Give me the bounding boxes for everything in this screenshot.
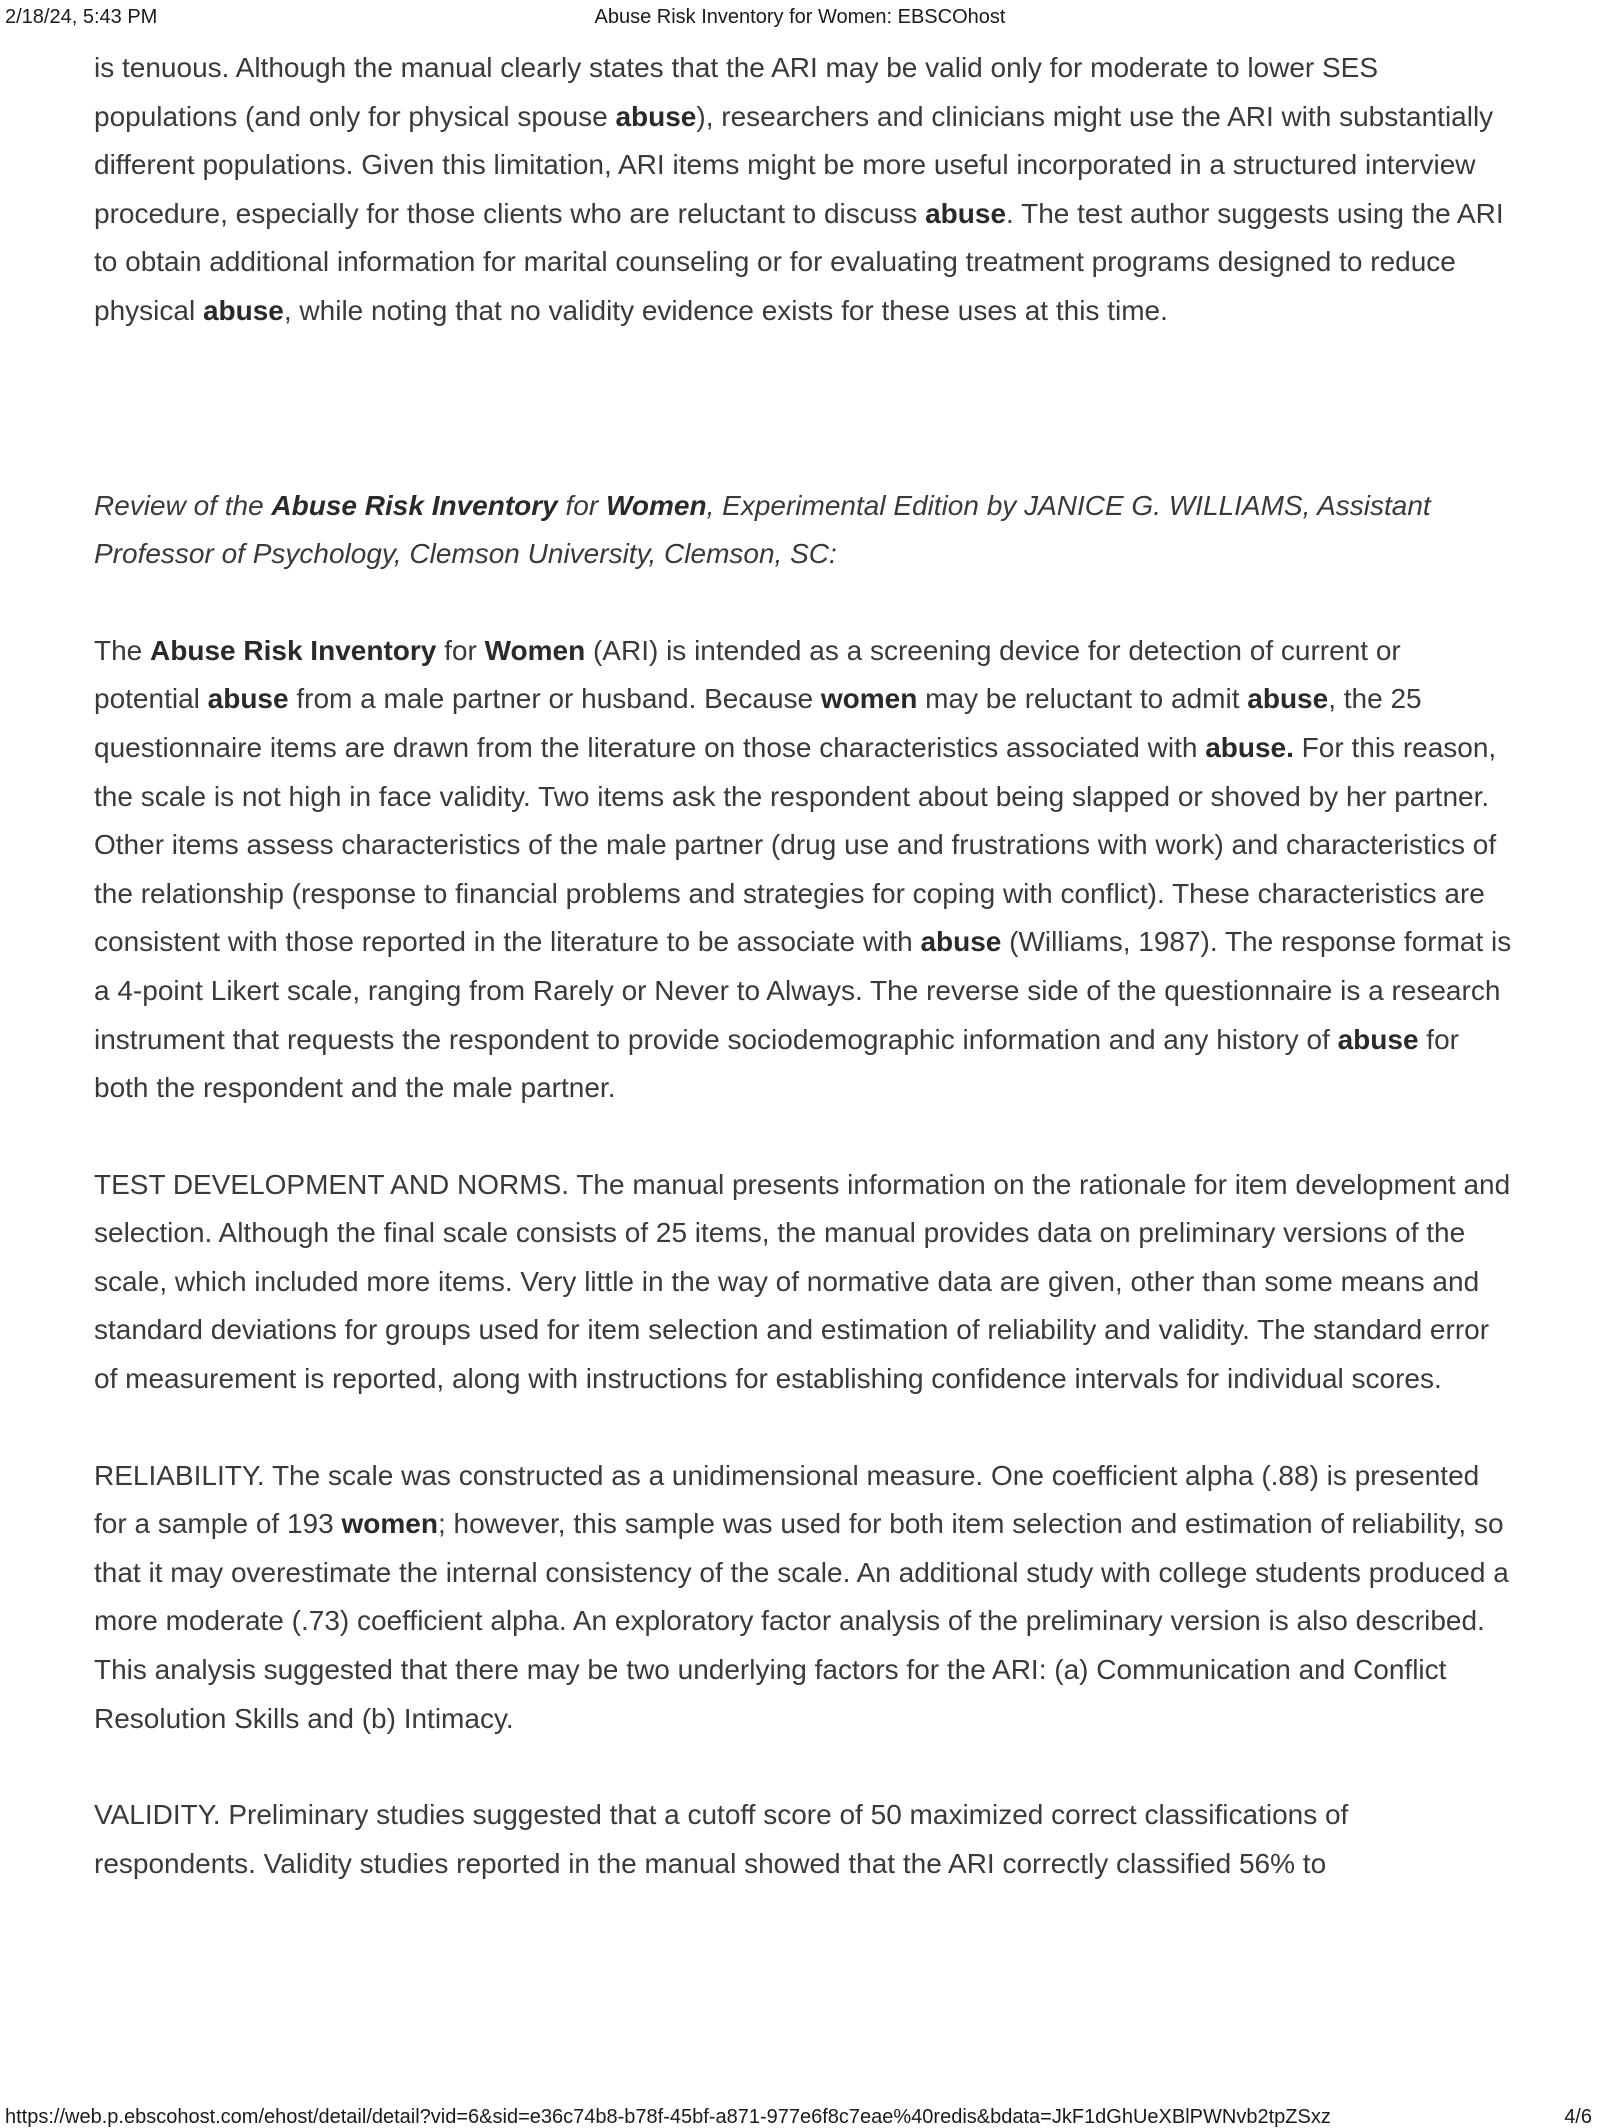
text-run: , Experimental Edition by JANICE G. WILLIAMS, Assistant Professor of Psychology, Clemson University, Clemson, SC: — [94, 489, 1431, 570]
highlighted-term: abuse — [1247, 683, 1329, 715]
highlighted-term: Abuse Risk Inventory — [150, 634, 437, 666]
highlighted-term: abuse — [925, 197, 1007, 229]
text-run: (Williams, 1987). The response format is a 4-point Likert scale, ranging from Rarely or Never to Always. The reverse side of the questionnaire is a research instrument that requests the respondent to provide sociodemographic information and any history of — [94, 926, 1512, 1055]
page-title: Abuse Risk Inventory for Women: EBSCOhost — [594, 6, 1006, 28]
highlighted-term: abuse — [615, 100, 697, 132]
paragraph-description — [94, 627, 1514, 1113]
review-byline — [94, 482, 1514, 579]
text-run: from a male partner or husband. Because — [288, 683, 821, 715]
paragraph-validity — [94, 1791, 1514, 1888]
highlighted-term: women — [820, 683, 918, 715]
text-run: ; however, this sample was used for both item selection and estimation of reliability, so that it may overestimate the internal consistency of the scale. An additional study with college students produced a more moderate (.73) coefficient alpha. An exploratory factor analysis of the preliminary version is also described. This analysis suggested that there may be two underlying factors for the ARI: (a) Communication and Conflict Resolution Skills and (b) Intimacy. — [94, 1508, 1509, 1734]
highlighted-term: abuse — [920, 926, 1002, 958]
text-run: for both the respondent and the male partner. — [94, 1023, 1459, 1104]
text-run: RELIABILITY. The scale was constructed as a unidimensional measure. One coefficient alpha (.88) is presented for a sample of 193 — [94, 1459, 1480, 1540]
highlighted-term: abuse — [202, 294, 284, 326]
text-run: may be reluctant to admit — [917, 683, 1248, 715]
highlighted-term: abuse — [1337, 1023, 1419, 1055]
text-run: The — [94, 634, 151, 666]
highlighted-term: abuse — [207, 683, 289, 715]
print-datetime: 2/18/24, 5:43 PM — [5, 6, 158, 28]
paragraph-test-development — [94, 1161, 1514, 1404]
text-run: . The test author suggests using the ARI to obtain additional information for marital counseling or for evaluating treatment programs designed to reduce physical — [94, 197, 1504, 326]
paragraph-intro — [94, 44, 1514, 336]
text-run: is tenuous. Although the manual clearly states that the ARI may be valid only for moderate to lower SES populations (and only for physical spouse — [94, 52, 1379, 132]
highlighted-term: Women — [484, 634, 586, 666]
highlighted-term: Abuse Risk Inventory — [271, 489, 558, 521]
highlighted-term: abuse. — [1205, 731, 1294, 763]
paragraph-reliability — [94, 1452, 1514, 1744]
text-run: Review of the — [94, 489, 272, 521]
text-run: For this reason, the scale is not high in face validity. Two items ask the respondent about being slapped or shoved by her partner. Other items assess characteristics of the male partner (drug use and frustrations with work) and characteristics of the relationship (response to financial problems and strategies for coping with conflict). These characteristics are consistent with those reported in the literature to be associate with — [94, 731, 1497, 958]
text-run: , the 25 questionnaire items are drawn from the literature on those characteristics associated with — [94, 683, 1422, 763]
page-url: https://web.p.ebscohost.com/ehost/detail/detail?vid=6&sid=e36c74b8-b78f-45bf-a871-977e6f8c7eae%40redis&bdata=JkF1dGhUeXBlPWNvb2tpZSxz — [5, 2106, 1331, 2128]
text-run: TEST DEVELOPMENT AND NORMS. The manual presents information on the rationale for item development and selection. Although the final scale consists of 25 items, the manual provides data on preliminary versions of the scale, which included more items. Very little in the way of normative data are given, other than some means and standard deviations for groups used for item selection and estimation of reliability and validity. The standard error of measurement is reported, along with instructions for establishing confidence intervals for individual scores. — [94, 1168, 1511, 1395]
highlighted-term: Women — [605, 489, 707, 521]
text-run: ), researchers and clinicians might use the ARI with substantially different populations. Given this limitation, ARI items might be more useful incorporated in a structured interview procedure, especially for those clients who are reluctant to discuss — [94, 100, 1494, 229]
text-run: VALIDITY. Preliminary studies suggested that a cutoff score of 50 maximized correct classifications of respondents. Validity studies reported in the manual showed that the ARI correctly classified 56% to — [94, 1799, 1349, 1879]
text-run: (ARI) is intended as a screening device for detection of current or potential — [94, 634, 1401, 715]
text-run: for — [557, 489, 606, 521]
print-footer — [0, 2102, 1600, 2128]
text-run: , while noting that no validity evidence exists for these uses at this time. — [283, 294, 1168, 326]
text-run: for — [436, 634, 485, 666]
print-header — [0, 6, 1600, 32]
highlighted-term: women — [341, 1508, 438, 1540]
article-body — [94, 44, 1514, 1888]
page-number: 4/6 — [1554, 2106, 1592, 2128]
